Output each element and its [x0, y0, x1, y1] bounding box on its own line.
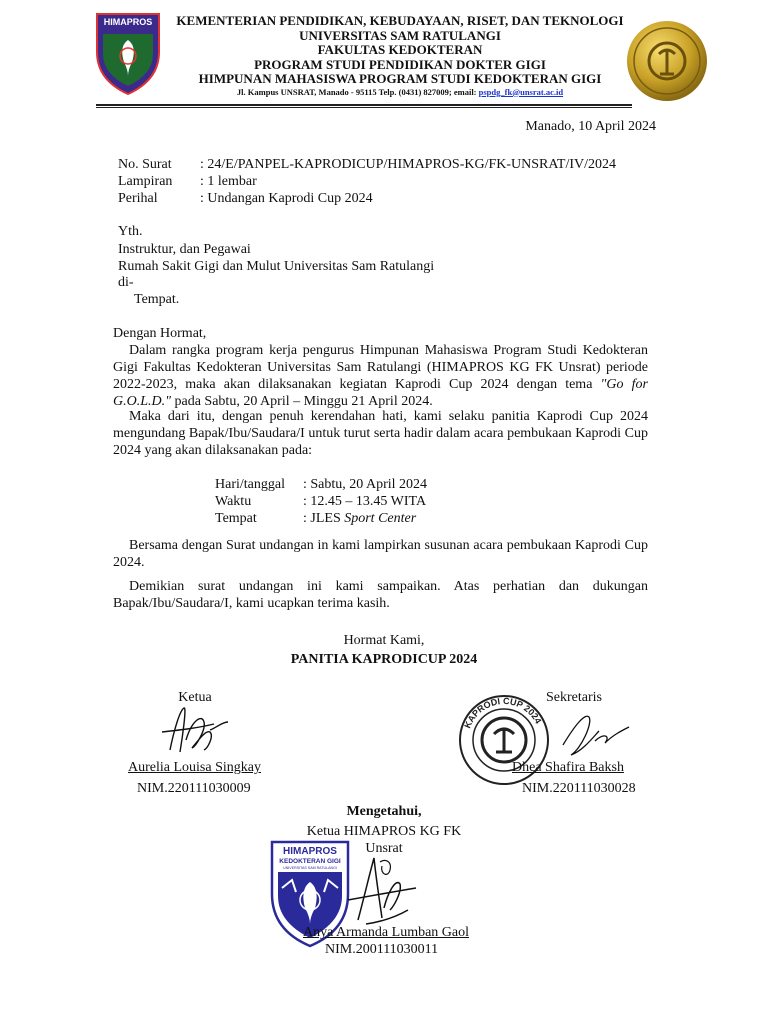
event-date-label: Hari/tanggal: [215, 477, 285, 492]
meta-attachment-value: : 1 lembar: [200, 174, 257, 189]
meta-number-value: : 24/E/PANPEL-KAPRODICUP/HIMAPROS-KG/FK-UNSRAT/IV/2024: [200, 157, 617, 172]
address-line: Jl. Kampus UNSRAT, Manado - 95115 Telp. (0431) 827009; email: pspdg_fk@unsrat.ac.id: [236, 86, 564, 97]
svg-text:KAPRODI CUP 2024: KAPRODI CUP 2024: [462, 695, 544, 730]
addressee-line3: di-: [118, 275, 134, 290]
paragraph-attachment: Bersama dengan Surat undangan in kami lampirkan susunan acara pembukaan Kaprodi Cup 2024.: [113, 538, 648, 570]
addressee-line2: Rumah Sakit Gigi dan Mulut Universitas Sam Ratulangi: [118, 259, 435, 274]
bottom-role-line2: Unsrat: [365, 841, 403, 856]
event-place-value: : JLES Sport Center: [303, 511, 417, 526]
left-role: Ketua: [178, 690, 212, 705]
bottom-signatory-nim: NIM.200111030011: [325, 942, 439, 957]
acknowledge-label: Mengetahui,: [346, 804, 422, 819]
right-signature: [555, 705, 635, 765]
left-signature: [150, 700, 240, 764]
letter-date: Manado, 10 April 2024: [525, 119, 656, 134]
right-signatory-nim: NIM.220111030028: [522, 781, 636, 796]
meta-attachment-label: Lampiran: [118, 174, 173, 189]
faculty-line: FAKULTAS KEDOKTERAN: [317, 42, 483, 57]
email-link[interactable]: pspdg_fk@unsrat.ac.id: [478, 86, 564, 97]
paragraph-invitation: Maka dari itu, dengan penuh kerendahan hati, kami selaku panitia Kaprodi Cup 2024 mengundang Bapak/Ibu/Saudara/I untuk turut serta hadir dalam acara pembukaan Kaprodi Cup 2024 yang akan dilaksanakan pada:: [113, 409, 648, 458]
svg-text:HIMAPROS: HIMAPROS: [283, 846, 337, 857]
paragraph-intro: Dalam rangka program kerja pengurus Himpunan Mahasiswa Program Studi Kedokteran Gigi Fakultas Kedokteran Universitas Sam Ratulangi (HIMAPROS KG FK Unsrat) periode 2022-2023, maka akan dilaksanakan kegiatan Kaprodi Cup 2024 dengan tema "Go for G.O.L.D." pada Sabtu, 20 April – Minggu 21 April 2024.: [113, 343, 649, 409]
himapros-logo: [93, 10, 163, 96]
bottom-role-line1: Ketua HIMAPROS KG FK: [306, 824, 462, 839]
event-time-label: Waktu: [215, 494, 252, 509]
meta-subject-value: : Undangan Kaprodi Cup 2024: [200, 191, 373, 206]
header-rule-thin: [96, 107, 632, 108]
event-date-value: : Sabtu, 20 April 2024: [303, 477, 428, 492]
event-time-value: : 12.45 – 13.45 WITA: [303, 494, 427, 509]
svg-text:HIMAPROS: HIMAPROS: [103, 17, 153, 27]
bottom-signatory-name: Anya Armanda Lumban Gaol: [303, 925, 470, 940]
program-line: PROGRAM STUDI PENDIDIKAN DOKTER GIGI: [254, 56, 546, 72]
bottom-signature: [330, 848, 430, 930]
gold-coin-logo: [626, 20, 708, 102]
right-role: Sekretaris: [546, 690, 602, 705]
left-signatory-nim: NIM.220111030009: [137, 781, 251, 796]
event-place-label: Tempat: [215, 511, 257, 526]
ministry-line: KEMENTERIAN PENDIDIKAN, KEBUDAYAAN, RISET, DAN TEKNOLOGI: [176, 13, 624, 28]
meta-number-label: No. Surat: [118, 157, 172, 172]
university-line: UNIVERSITAS SAM RATULANGI: [299, 27, 501, 43]
header-rule: [96, 104, 632, 106]
letterhead: [160, 14, 640, 98]
paragraph-closing: Demikian surat undangan ini kami sampaikan. Atas perhatian dan dukungan Bapak/Ibu/Saudara/I, kami ucapkan terima kasih.: [113, 579, 648, 611]
svg-text:UNIVERSITAS SAM RATULANGI: UNIVERSITAS SAM RATULANGI: [283, 866, 337, 870]
regards: Hormat Kami,: [343, 633, 425, 648]
left-signatory-name: Aurelia Louisa Singkay: [128, 760, 261, 775]
addressee-yth: Yth.: [118, 224, 143, 239]
salutation: Dengan Hormat,: [113, 326, 207, 341]
svg-text:KEDOKTERAN GIGI: KEDOKTERAN GIGI: [279, 858, 341, 865]
addressee-line4: Tempat.: [134, 292, 180, 307]
theme-text: "Go for G.O.L.D.": [113, 377, 649, 409]
right-signatory-name: Dhea Shafira Baksh: [512, 760, 624, 775]
committee-name: PANITIA KAPRODICUP 2024: [290, 652, 478, 667]
addressee-line1: Instruktur, dan Pegawai: [118, 242, 251, 257]
association-line: HIMPUNAN MAHASISWA PROGRAM STUDI KEDOKTERAN GIGI: [198, 71, 602, 86]
meta-subject-label: Perihal: [118, 191, 158, 206]
